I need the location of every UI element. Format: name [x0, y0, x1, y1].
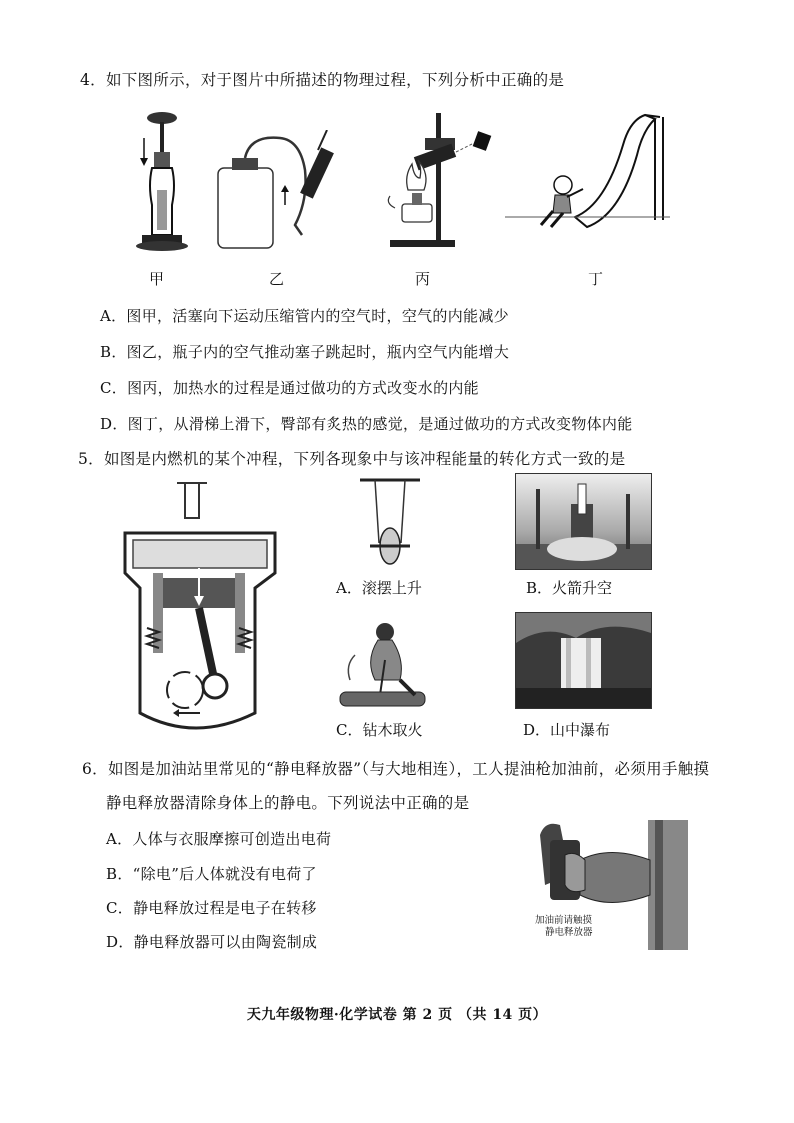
q5-stem: 5．如图是内燃机的某个冲程，下列各现象中与该冲程能量的转化方式一致的是	[78, 450, 626, 468]
waterfall-photo	[515, 612, 652, 709]
drill-fire-figure	[330, 620, 430, 710]
slide-figure	[505, 105, 670, 255]
q6-option-c: C．静电释放过程是电子在转移	[106, 899, 317, 917]
q4-option-b: B．图乙，瓶子内的空气推动塞子跳起时，瓶内空气内能增大	[100, 343, 510, 361]
caption-yi: 乙	[269, 270, 285, 288]
stand-figure	[380, 108, 510, 253]
q5-option-d: D．山中瀑布	[523, 721, 611, 739]
q5-option-b: B．火箭升空	[526, 579, 613, 597]
q4-stem: 4．如下图所示，对于图片中所描述的物理过程，下列分析中正确的是	[80, 71, 565, 89]
static-discharger-photo	[530, 815, 700, 950]
caption-ding: 丁	[588, 270, 604, 288]
q5-option-a: A．滚摆上升	[336, 579, 422, 597]
engine-diagram	[115, 478, 285, 738]
q4-option-d: D．图丁，从滑梯上滑下，臀部有炙热的感觉，是通过做功的方式改变物体内能	[100, 415, 633, 433]
caption-jia: 甲	[149, 270, 165, 288]
caption-bing: 丙	[415, 270, 431, 288]
q4-option-c: C．图丙，加热水的过程是通过做功的方式改变水的内能	[100, 379, 479, 397]
page-footer: 天九年级物理·化学试卷 第 2 页 （共 14 页）	[246, 1007, 548, 1023]
photo-label-line2: 静电释放器	[545, 927, 593, 938]
q6-stem-line1: 6．如图是加油站里常见的“静电释放器”（与大地相连），工人提油枪加油前，必须用手触摸	[82, 760, 710, 778]
q6-option-a: A．人体与衣服摩擦可创造出电荷	[106, 830, 332, 848]
q6-stem-line2: 静电释放器清除身体上的静电。下列说法中正确的是	[106, 794, 470, 812]
rocket-launch-photo	[515, 473, 652, 570]
q6-option-b: B．“除电”后人体就没有电荷了	[106, 865, 317, 883]
photo-label-line1: 加油前请触摸	[535, 915, 593, 926]
pendulum-figure	[355, 478, 425, 568]
bottle-figure	[210, 130, 350, 255]
q4-option-a: A．图甲，活塞向下运动压缩管内的空气时，空气的内能减少	[100, 307, 509, 325]
q5-option-c: C．钻木取火	[336, 721, 423, 739]
q6-option-d: D．静电释放器可以由陶瓷制成	[106, 933, 318, 951]
pump-figure	[130, 110, 190, 255]
